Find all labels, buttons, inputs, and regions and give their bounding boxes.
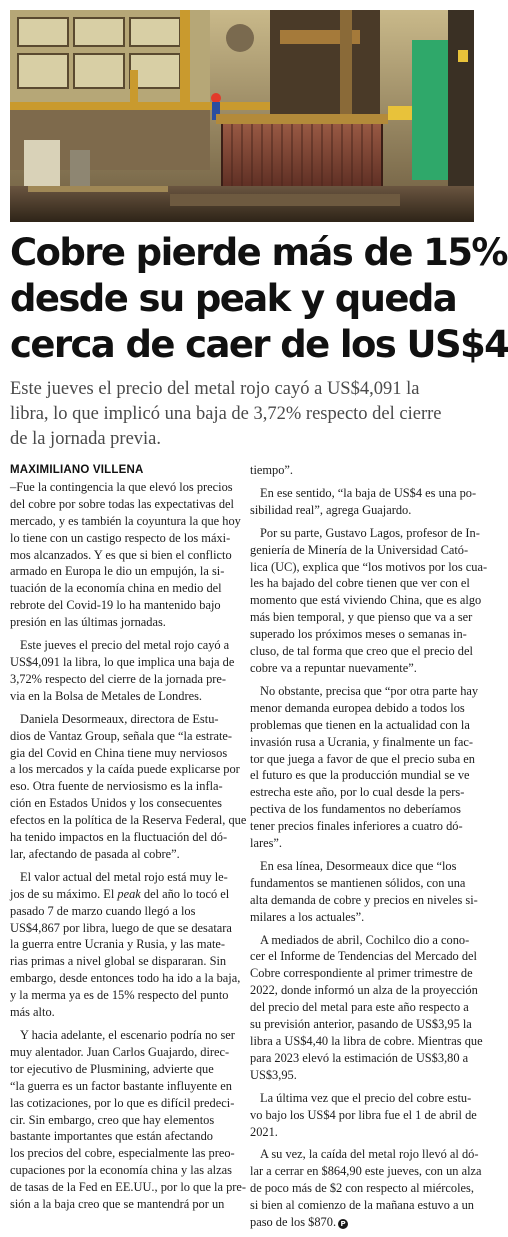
- paragraph-line: tiempo”.: [250, 463, 294, 477]
- paragraph-line: En ese sentido, “la baja de US$4 es una po-: [260, 485, 477, 500]
- paragraph-line: libra a US$4,40 la libra de cobre. Mientras que: [250, 1034, 483, 1048]
- paragraph-line: sión a la baja creo que se mantendrá por un: [10, 1197, 225, 1212]
- refinery-illustration: [10, 10, 474, 222]
- paragraph-line: presión en las últimas jornadas.: [10, 615, 166, 630]
- article-paragraph: [250, 683, 482, 852]
- paragraph-line: tor ejecutivo de Plusmining, advierte que: [10, 1061, 214, 1076]
- paragraph-line: No obstante, precisa que “por otra parte hay: [260, 683, 479, 698]
- paragraph-line: 2022, donde informó un alza de la proyección: [250, 983, 478, 998]
- paragraph-line: estrecha este año, por lo cual desde la pers-: [250, 785, 465, 800]
- article-paragraph: [250, 858, 482, 926]
- paragraph-line: 3,72% respecto del cierre de la jornada pre-: [10, 671, 227, 686]
- headline-line: desde su peak y queda: [10, 277, 457, 320]
- paragraph-line: lica (UC), explica que “los motivos por los cua-: [250, 559, 488, 574]
- paragraph-line: para 2023 elevó la estimación de US$3,80 a: [250, 1050, 469, 1065]
- end-mark-icon: P: [338, 1219, 348, 1229]
- paragraph-line: cir. Sin embargo, creo que hay elementos: [10, 1112, 215, 1127]
- paragraph-line: cer el Informe de Tendencias del Mercado del: [250, 949, 477, 964]
- italic-term: peak: [117, 886, 141, 901]
- byline: MAXIMILIANO VILLENA: [10, 464, 144, 476]
- paragraph-line: del cobre por sobre todas las expectativas del: [10, 496, 234, 511]
- paragraph-line: paso de los $870. P: [250, 1214, 482, 1231]
- paragraph-line: cobre va a repuntar nuevamente”.: [250, 660, 417, 675]
- paragraph-line: mos alcanzados. Y es que si bien el conflicto: [10, 547, 232, 562]
- article-paragraph: [10, 637, 242, 705]
- headline: [10, 230, 508, 368]
- paragraph-line: US$3,95.: [250, 1067, 297, 1082]
- paragraph-line: US$4,867 por libra, luego de que se desatara: [10, 920, 232, 935]
- article-paragraph: [10, 479, 242, 631]
- paragraph-line: tor que juega a favor de que el precio suba en: [250, 751, 475, 766]
- paragraph-line: problemas que tienen en la actualidad con la: [250, 717, 470, 732]
- paragraph-line: más bien temporal, y que pienso que va a ser: [250, 610, 473, 625]
- paragraph-line: si bien al comienzo de la mañana estuvo a un: [250, 1198, 474, 1213]
- paragraph-line: “la guerra es un factor bastante influyente en: [10, 1078, 232, 1093]
- paragraph-line: Y hacia adelante, el escenario podría no ser: [20, 1028, 235, 1042]
- column-paragraphs: [250, 462, 488, 1231]
- paragraph-line: lar a cerrar en $864,90 este jueves, con un alza: [250, 1164, 482, 1179]
- paragraph-line: las cotizaciones, por lo que es difícil predeci-: [10, 1095, 235, 1110]
- paragraph-line: milares a los actuales”.: [250, 909, 365, 924]
- paragraph-line: geniería de Minería de la Universidad Cató-: [250, 542, 469, 557]
- paragraph-line: Cobre correspondiente al primer trimestre de: [250, 966, 473, 981]
- paragraph-line: de poco más de $2 con respecto al miércoles,: [250, 1181, 474, 1196]
- paragraph-line: ha tenido impactos en la fluctuación del dó-: [10, 830, 228, 845]
- paragraph-line: tuación de la economía china en medio del: [10, 581, 222, 596]
- paragraph-line: superado los próximos meses o semanas in-: [250, 627, 467, 642]
- paragraph-line: jos de su máximo. El peak del año lo tocó el: [10, 886, 230, 901]
- article-paragraph: [10, 869, 242, 1021]
- paragraph-line: Por su parte, Gustavo Lagos, profesor de In-: [260, 525, 480, 540]
- paragraph-line: cluso, de tal forma que creo que el precio del: [250, 644, 473, 659]
- paragraph-line: US$4,091 la libra, lo que implica una baja de: [10, 654, 235, 669]
- paragraph-line: la guerra entre Ucrania y Rusia, y las mate-: [10, 937, 226, 952]
- paragraph-line: les ha bajado del cobre tienen que ver con el: [250, 576, 470, 591]
- article-paragraph: [250, 1146, 482, 1231]
- article-paragraph: [10, 711, 247, 863]
- paragraph-line: dios de Vantaz Group, señala que “la estrate-: [10, 728, 233, 743]
- paragraph-line: los precios del cobre, especialmente las preo-: [10, 1146, 235, 1161]
- paragraph-line: rebrote del Covid-19 lo ha mantenido bajo: [10, 598, 221, 613]
- paragraph-line: más alto.: [10, 1005, 55, 1020]
- paragraph-line: muy alentador. Juan Carlos Guajardo, direc-: [10, 1044, 230, 1059]
- article-photo: [10, 10, 474, 222]
- article-paragraph: [250, 932, 482, 1084]
- paragraph-line: invasión rusa a Ucrania, y finalmente un fac-: [250, 734, 473, 749]
- article-lead: [10, 377, 476, 452]
- paragraph-line: A mediados de abril, Cochilco dio a cono-: [260, 932, 470, 947]
- paragraph-line: lo tiene con un castigo respecto de los máxi-: [10, 530, 231, 545]
- paragraph-line: momento que está viviendo China, que es algo: [250, 593, 482, 608]
- paragraph-line: embargo, desde entonces todo ha ido a la baja,: [10, 971, 241, 986]
- paragraph-line: alta demanda de cobre y precios en niveles si-: [250, 892, 478, 907]
- lead-line: Este jueves el precio del metal rojo cayó a US$4,091 la: [10, 379, 420, 399]
- paragraph-line: ción en Estados Unidos y los consecuentes: [10, 796, 222, 811]
- paragraph-line: mercado, y es también la coyuntura la que hoy: [10, 513, 241, 528]
- paragraph-line: En esa línea, Desormeaux dice que “los: [260, 858, 457, 873]
- body-column-left: [10, 462, 247, 1219]
- lead-line: de la jornada previa.: [10, 429, 162, 449]
- paragraph-line: 2021.: [250, 1124, 278, 1139]
- paragraph-line: sibilidad real”, agrega Guajardo.: [250, 502, 412, 517]
- paragraph-line: via en la Bolsa de Metales de Londres.: [10, 688, 202, 703]
- paragraph-line: armado en Europa le dio un empujón, la si-: [10, 564, 225, 579]
- paragraph-line: a los mercados y la caída puede explicarse por: [10, 762, 240, 777]
- article-paragraph: [250, 525, 488, 677]
- column-paragraphs: [10, 479, 247, 1213]
- paragraph-line: tener precios finales inferiores a cuatro dó-: [250, 819, 463, 834]
- paragraph-line: Daniela Desormeaux, directora de Estu-: [20, 711, 219, 726]
- body-column-right: [250, 462, 488, 1237]
- paragraph-line: Este jueves el precio del metal rojo cayó a: [20, 638, 230, 653]
- paragraph-line: de tasas de la Fed en EE.UU., por lo que la pre-: [10, 1180, 247, 1195]
- article-paragraph: [250, 1090, 482, 1141]
- paragraph-line: del precio del metal para este año respecto a: [250, 1000, 469, 1015]
- paragraph-line: eso. Otra fuente de nerviosismo es la infla-: [10, 779, 223, 794]
- paragraph-line: pasado 7 de marzo cuando llegó a los: [10, 903, 196, 918]
- paragraph-line: lar, afectando de pasada al cobre”.: [10, 846, 180, 861]
- paragraph-line: lares”.: [250, 836, 282, 851]
- article-paragraph: [250, 462, 482, 479]
- article-paragraph: [250, 485, 482, 519]
- paragraph-line: A su vez, la caída del metal rojo llevó al dó-: [260, 1147, 479, 1162]
- paragraph-line: –Fue la contingencia la que elevó los precios: [10, 479, 233, 494]
- lead-line: libra, lo que implicó una baja de 3,72% respecto del cierre: [10, 404, 442, 424]
- paragraph-line: El valor actual del metal rojo está muy le-: [20, 869, 228, 884]
- paragraph-line: fundamentos se mantienen sólidos, con una: [250, 875, 466, 890]
- paragraph-line: bastante importantes que están afectando: [10, 1129, 213, 1144]
- headline-line: Cobre pierde más de 15%: [10, 231, 507, 274]
- article-paragraph: [10, 1027, 247, 1213]
- paragraph-line: gia del Covid en China tiene muy nerviosos: [10, 745, 228, 760]
- paragraph-line: pectiva de los fundamentos no deberíamos: [250, 802, 461, 817]
- paragraph-line: y la merma ya es de 15% respecto del punto: [10, 988, 229, 1003]
- headline-line: cerca de caer de los US$4: [10, 323, 508, 366]
- paragraph-line: La última vez que el precio del cobre estu-: [260, 1090, 472, 1105]
- paragraph-line: cupaciones por la economía china y las alzas: [10, 1163, 232, 1178]
- paragraph-line: su previsión anterior, pasando de US$3,95 la: [250, 1017, 472, 1032]
- paragraph-line: vo bajo los US$4 por libra fue el 1 de abril de: [250, 1107, 477, 1122]
- paragraph-line: efectos en la política de la Reserva Federal, que: [10, 813, 247, 828]
- paragraph-line: rias primas a nivel global se dispararan. Sin: [10, 954, 227, 969]
- paragraph-line: menor demanda europea debido a todos los: [250, 700, 465, 715]
- paragraph-line: el futuro es que la producción mundial se ve: [250, 768, 470, 783]
